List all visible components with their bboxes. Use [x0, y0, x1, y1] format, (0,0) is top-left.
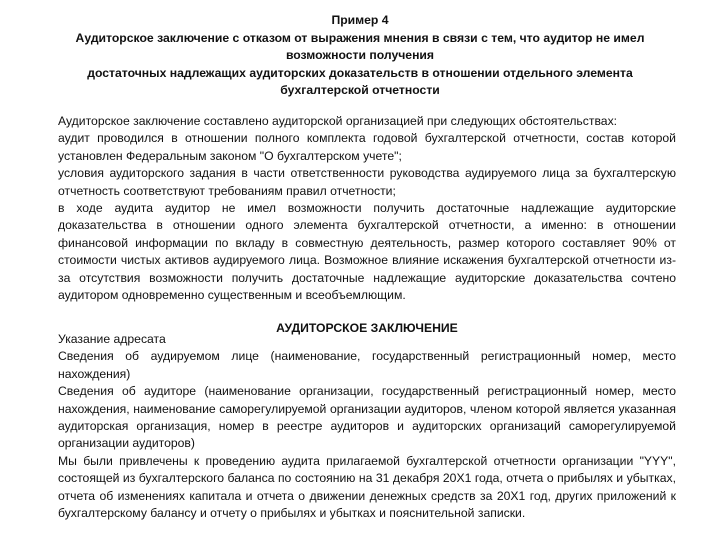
circumstances-section — [58, 113, 676, 304]
circumstance-item-3: в ходе аудита аудитор не имел возможности получить достаточные надлежащие аудиторские доказательства в отношении одного элемента бухгалтерской отчетности, а именно: в отношении финансовой информации по вкладу в совместную деятельность, размер которого составляет 90% от стоимости чистых активов аудируемого лица. Возможное влияние искажения бухгалтерской отчетности из-за отсутствия возможности получить достаточные надлежащие аудиторские доказательства сочтено аудитором одновременно существенным и всеобъемлющим. — [58, 201, 676, 303]
circumstance-item-2: условия аудиторского задания в части ответственности руководства аудируемого лица за бухгалтерскую отчетность соответствуют требованиям правил отчетности; — [58, 166, 676, 198]
auditor-info: Сведения об аудиторе (наименование организации, государственный регистрационный номер, место нахождения, наименование саморегулируемой организации аудиторов, членом которой является указанная аудиторская организация, номер в реестре аудиторов и аудиторских организаций саморегулируемой организации аудиторов) — [58, 384, 676, 451]
title-line-2: возможности получения — [285, 48, 435, 63]
example-label: Пример 4 — [331, 13, 389, 27]
engagement-paragraph: Мы были привлечены к проведению аудита прилагаемой бухгалтерской отчетности организации "YYY", состоящей из бухгалтерского баланса по состоянию на 31 декабря 20Х1 года, отчета о прибылях и убытках, отчета об изменениях капитала и отчета о движении денежных средств за 20Х1 год, других приложений к бухгалтерскому балансу и отчету о прибылях и убытках и пояснительной записки. — [58, 453, 676, 521]
document-title-block — [40, 12, 680, 100]
title-line-3: достаточных надлежащих аудиторских доказательств в отношении отдельного элемента — [87, 65, 633, 80]
circumstance-item-1: аудит проводился в отношении полного комплекта годовой бухгалтерской отчетности, состав которой установлен Федеральным законом "О бухгалтерском учете"; — [58, 131, 676, 163]
addressee-line: Указание адресата — [58, 332, 166, 346]
title-line-1: Аудиторское заключение с отказом от выражения мнения в связи с тем, что аудитор не имел — [75, 30, 645, 45]
report-heading: АУДИТОРСКОЕ ЗАКЛЮЧЕНИЕ — [276, 321, 458, 335]
auditee-info: Сведения об аудируемом лице (наименование, государственный регистрационный номер, место нахождения) — [58, 349, 676, 381]
report-section — [58, 331, 676, 522]
circumstances-intro: Аудиторское заключение составлено аудиторской организацией при следующих обстоятельствах: — [58, 114, 618, 128]
title-line-4: бухгалтерской отчетности — [280, 83, 440, 98]
